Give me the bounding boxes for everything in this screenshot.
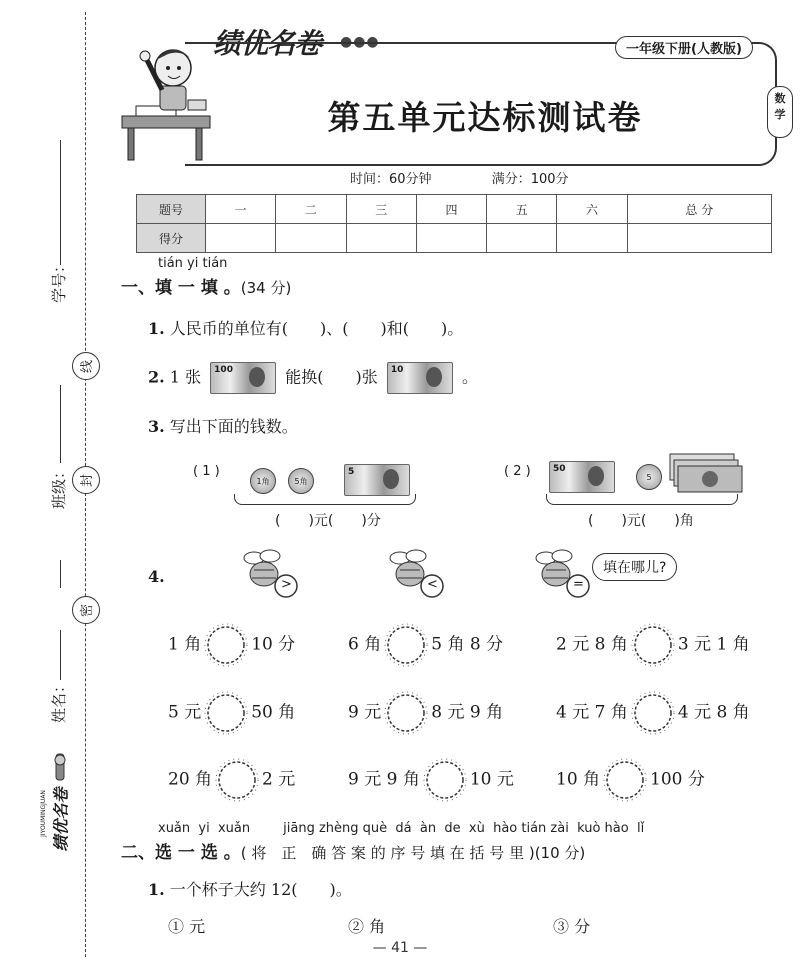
bee-equals: = [532,548,592,598]
compare-circle[interactable] [381,635,431,655]
score-cell[interactable] [416,224,486,253]
score-cell[interactable] [627,224,771,253]
banknote-100: 100 [210,362,276,394]
brace-2 [546,494,738,505]
coin-5: 5 [636,464,662,490]
compare-circle[interactable] [628,703,678,723]
row-label: 题号 [137,195,206,224]
right-amount: 100 分 [650,769,705,790]
question-1-1: 1. 人民币的单位有( )、( )和( )。 [148,319,464,338]
left-amount: 1 角 [168,634,202,655]
coin-5-jiao: 5角 [288,468,314,494]
compare-circle[interactable] [381,703,431,723]
compare-circle[interactable] [212,770,262,790]
left-amount: 9 元 9 角 [348,769,420,790]
seal-line [60,560,61,588]
left-amount: 2 元 8 角 [556,634,628,655]
seal-feng: 封 [72,466,100,494]
column-header: 三 [346,195,416,224]
left-amount: 10 角 [556,769,601,790]
part-1-answer[interactable]: ( )元( )分 [275,513,381,529]
section2-pinyin: xuǎn yi xuǎn jiāng zhèng què dá àn de xù hào tián zài kuò hào lǐ [158,821,645,836]
right-amount: 10 元 [469,769,514,790]
full-score: 满分：100分 [491,172,569,187]
side-brand-logo: 绩优名卷 JIYOUMINGJUAN [42,752,82,862]
option-1[interactable]: ① 元 [168,917,206,936]
right-amount: 3 元 1 角 [677,634,750,655]
comparison-item [168,690,295,736]
comparison-item [556,622,750,668]
time-limit: 时间：60分钟 [350,172,432,187]
exam-meta [350,168,625,187]
comparison-item [168,757,295,803]
brace-1 [234,494,416,505]
speech-bubble: 填在哪儿? [592,553,677,581]
question-1-2: 2. 1 张 100 能换( )张 10 。 [148,362,478,394]
question-2-1: 1. 一个杯子大约 12( )。 [148,880,352,899]
section1-title: 一、填 一 填 。(34 分) [121,278,292,298]
score-cell[interactable] [206,224,276,253]
table-row [137,224,772,253]
compare-circle[interactable] [201,635,251,655]
column-header: 四 [416,195,486,224]
compare-circle[interactable] [628,635,678,655]
right-amount: 2 元 [262,769,296,790]
banknote-50: 50 [549,461,615,493]
brand-dots: ●●● [340,34,380,50]
column-header: 二 [276,195,346,224]
compare-circle[interactable] [420,770,470,790]
left-amount: 6 角 [348,634,382,655]
question-1-4: 4. [148,567,165,586]
grade-badge: 一年级下册(人教版) [615,36,753,59]
column-header: 六 [557,195,627,224]
section1-pinyin: tián yi tián [158,256,228,271]
class-label: 班级： [50,463,69,510]
page-title: 第五单元达标测试卷 [327,98,643,137]
comparison-item [556,757,705,803]
compare-circle[interactable] [600,770,650,790]
name-line [60,630,61,680]
class-line [60,385,61,463]
subject-badge: 数 学 [767,86,793,138]
comparison-item [348,622,503,668]
bee-greater-than: > [240,548,300,598]
table-row [137,195,772,224]
column-header: 一 [206,195,276,224]
score-cell[interactable] [557,224,627,253]
comparison-item [168,622,295,668]
option-2[interactable]: ② 角 [348,917,386,936]
score-table [136,194,772,253]
right-amount: 10 分 [251,634,296,655]
page-number: — 41 — [372,940,428,956]
right-amount: 50 角 [251,702,296,723]
column-header: 总 分 [627,195,771,224]
banknote-5: 5 [344,464,410,496]
row-label: 得分 [137,224,206,253]
part-2-label: ( 2 ) [504,464,531,479]
score-cell[interactable] [276,224,346,253]
left-amount: 5 元 [168,702,202,723]
left-amount: 4 元 7 角 [556,702,628,723]
brand-logo: 绩优名卷 [213,27,322,60]
column-header: 五 [487,195,557,224]
seal-xian: 线 [72,352,100,380]
student-no-label: 学号： [50,257,69,304]
seal-mi: 密 [72,596,100,624]
part-2-answer[interactable]: ( )元( )角 [588,513,694,529]
comparison-item [348,757,514,803]
score-cell[interactable] [346,224,416,253]
right-amount: 4 元 8 角 [677,702,750,723]
bee-less-than: < [386,548,446,598]
compare-circle[interactable] [201,703,251,723]
name-label: 姓名： [50,677,69,724]
section2-title: 二、选 一 选 。( 将 正 确 答 案 的 序 号 填 在 括 号 里 )(10 分) [121,843,586,863]
part-1-label: ( 1 ) [193,464,220,479]
right-amount: 5 角 8 分 [431,634,504,655]
right-amount: 8 元 9 角 [431,702,504,723]
banknote-10: 10 [387,362,453,394]
comparison-item [348,690,503,736]
left-amount: 20 角 [168,769,213,790]
score-cell[interactable] [487,224,557,253]
question-1-3: 3. 写出下面的钱数。 [148,417,298,436]
coin-1-jiao: 1角 [250,468,276,494]
comparison-item [556,690,750,736]
banknote-stack [668,452,748,498]
student-no-line [60,140,61,265]
option-3[interactable]: ③ 分 [553,917,591,936]
left-amount: 9 元 [348,702,382,723]
